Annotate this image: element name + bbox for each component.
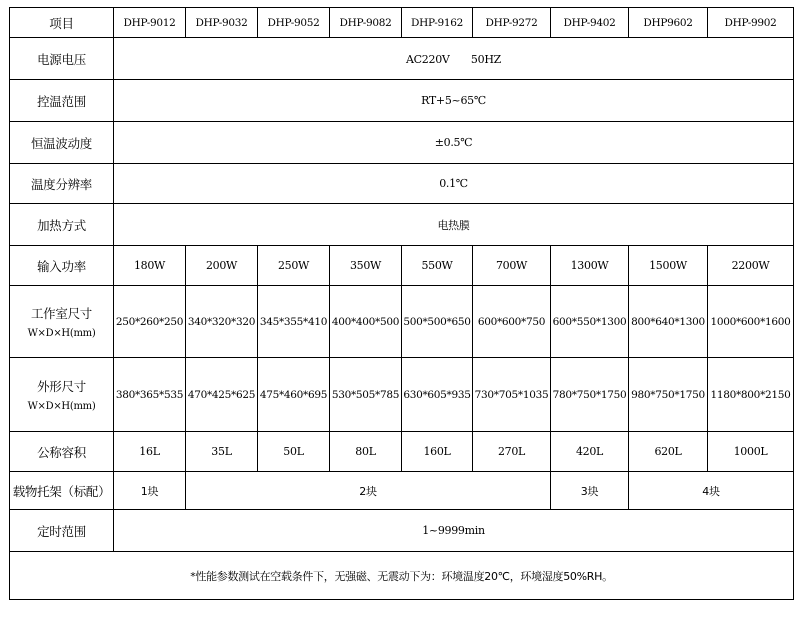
row-label: 载物托架（标配） (10, 472, 114, 510)
row-label: 温度分辨率 (10, 164, 114, 204)
row-label: 控温范围 (10, 80, 114, 122)
model-cell: DHP-9272 (473, 8, 551, 38)
outer-size-cell: 470*425*625 (186, 358, 258, 432)
volume-cell: 35L (186, 432, 258, 472)
chamber-size-cell: 400*400*500 (330, 286, 402, 358)
volume-cell: 16L (114, 432, 186, 472)
volume-cell: 620L (629, 432, 708, 472)
chamber-size-cell: 250*260*250 (114, 286, 186, 358)
note-row (10, 552, 794, 600)
chamber-size-cell: 800*640*1300 (629, 286, 708, 358)
chamber-size-sublabel: W×D×H(mm) (27, 328, 96, 339)
row-label: 加热方式 (10, 204, 114, 246)
model-cell: DHP9602 (629, 8, 708, 38)
model-cell: DHP-9902 (708, 8, 794, 38)
power-cell: 550W (402, 246, 473, 286)
volume-cell: 160L (402, 432, 473, 472)
spec-sheet (9, 7, 793, 620)
temp-range-row (10, 80, 794, 122)
model-cell: DHP-9032 (186, 8, 258, 38)
power-cell: 250W (258, 246, 330, 286)
shelves-cell: 2块 (186, 472, 551, 510)
model-cell: DHP-9082 (330, 8, 402, 38)
model-cell: DHP-9052 (258, 8, 330, 38)
outer-size-cell: 780*750*1750 (551, 358, 629, 432)
chamber-size-row (10, 286, 794, 358)
outer-size-cell: 530*505*785 (330, 358, 402, 432)
outer-size-cell: 630*605*935 (402, 358, 473, 432)
outer-size-cell: 1180*800*2150 (708, 358, 794, 432)
power-cell: 350W (330, 246, 402, 286)
volume-row (10, 432, 794, 472)
power-cell: 700W (473, 246, 551, 286)
chamber-size-cell: 345*355*410 (258, 286, 330, 358)
shelves-cell: 4块 (629, 472, 794, 510)
temp-range-value: RT+5~65℃ (114, 80, 794, 122)
power-cell: 180W (114, 246, 186, 286)
chamber-size-cell: 340*320*320 (186, 286, 258, 358)
model-cell: DHP-9162 (402, 8, 473, 38)
power-cell: 1500W (629, 246, 708, 286)
voltage-row (10, 38, 794, 80)
shelves-row (10, 472, 794, 510)
volume-cell: 270L (473, 432, 551, 472)
row-label: 输入功率 (10, 246, 114, 286)
outer-size-cell: 980*750*1750 (629, 358, 708, 432)
row-label: 恒温波动度 (10, 122, 114, 164)
spec-table (9, 7, 794, 600)
volume-cell: 80L (330, 432, 402, 472)
volume-cell: 420L (551, 432, 629, 472)
outer-size-cell: 730*705*1035 (473, 358, 551, 432)
resolution-row (10, 164, 794, 204)
fluctuation-value: ±0.5℃ (114, 122, 794, 164)
heating-row (10, 204, 794, 246)
resolution-value: 0.1℃ (114, 164, 794, 204)
row-label: 电源电压 (10, 38, 114, 80)
row-label (10, 286, 114, 358)
outer-size-cell: 475*460*695 (258, 358, 330, 432)
shelves-cell: 1块 (114, 472, 186, 510)
chamber-size-cell: 500*500*650 (402, 286, 473, 358)
power-cell: 1300W (551, 246, 629, 286)
power-cell: 200W (186, 246, 258, 286)
model-cell: DHP-9402 (551, 8, 629, 38)
power-row (10, 246, 794, 286)
timer-value: 1~9999min (114, 510, 794, 552)
voltage-value: AC220V 50HZ (114, 38, 794, 80)
row-label (10, 358, 114, 432)
outer-size-row (10, 358, 794, 432)
power-cell: 2200W (708, 246, 794, 286)
fluctuation-row (10, 122, 794, 164)
outer-size-cell: 380*365*535 (114, 358, 186, 432)
header-label: 项目 (10, 8, 114, 38)
outer-size-label: 外形尺寸 (37, 379, 86, 394)
chamber-size-cell: 600*550*1300 (551, 286, 629, 358)
chamber-size-label: 工作室尺寸 (30, 306, 92, 321)
model-cell: DHP-9012 (114, 8, 186, 38)
shelves-cell: 3块 (551, 472, 629, 510)
chamber-size-cell: 600*600*750 (473, 286, 551, 358)
chamber-size-cell: 1000*600*1600 (708, 286, 794, 358)
row-label: 定时范围 (10, 510, 114, 552)
heating-value: 电热膜 (114, 204, 794, 246)
volume-cell: 1000L (708, 432, 794, 472)
outer-size-sublabel: W×D×H(mm) (27, 401, 96, 412)
row-label: 公称容积 (10, 432, 114, 472)
timer-row (10, 510, 794, 552)
test-conditions-note: *性能参数测试在空载条件下，无强磁、无震动下为：环境温度20℃，环境湿度50%RH。 (10, 552, 794, 600)
header-row (10, 8, 794, 38)
volume-cell: 50L (258, 432, 330, 472)
